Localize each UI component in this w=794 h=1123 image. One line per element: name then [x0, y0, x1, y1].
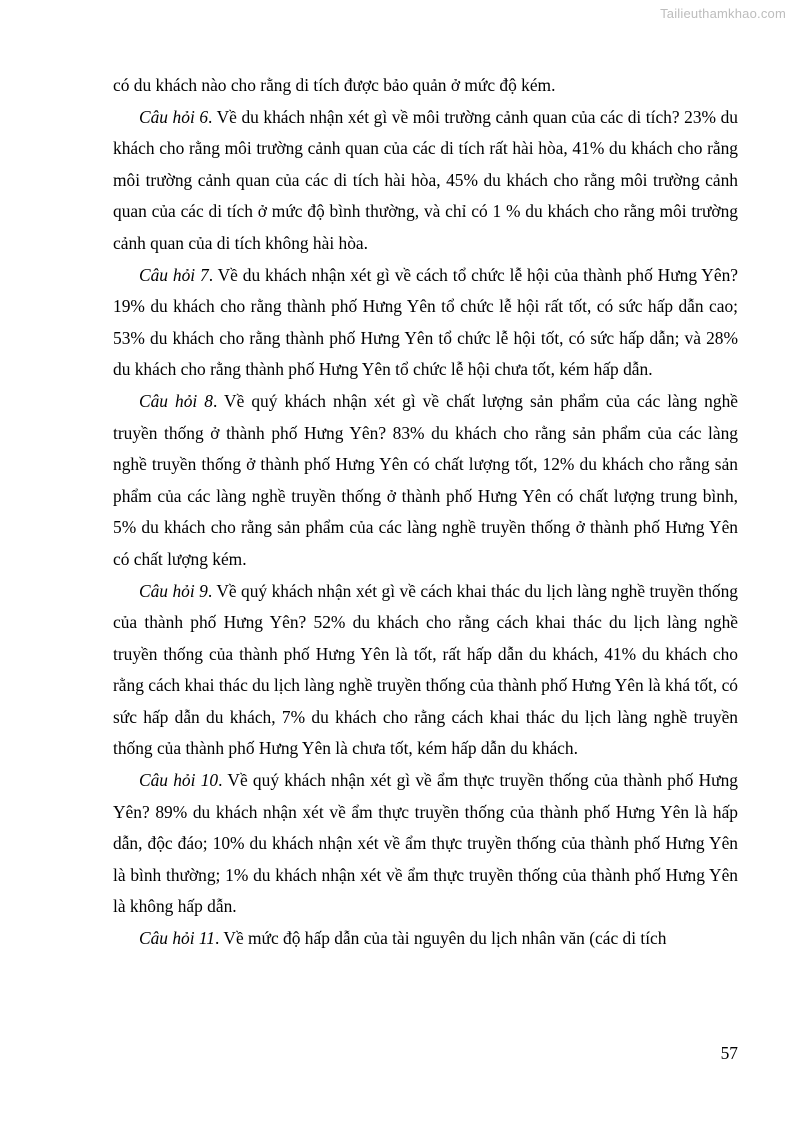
- paragraph-text: có du khách nào cho rằng di tích được bảo quản ở mức độ kém.: [113, 75, 556, 95]
- question-label: Câu hỏi 10: [139, 770, 219, 791]
- watermark-text: Tailieuthamkhao.com: [660, 6, 786, 21]
- question-label: Câu hỏi 8: [139, 390, 213, 411]
- paragraph-question-10: [113, 765, 738, 923]
- paragraph-text: . Về quý khách nhận xét gì về ẩm thực truyền thống của thành phố Hưng Yên? 89% du khách nhận xét về ẩm thực truyền thống của thành phố Hưng Yên là hấp dẫn, độc đáo; 10% du khách nhận xét về ẩm thực truyền thống của thành phố Hưng Yên là bình thường; 1% du khách nhận xét về ẩm thực truyền thống của thành phố Hưng Yên là không hấp dẫn.: [113, 770, 738, 917]
- paragraph-text: . Về mức độ hấp dẫn của tài nguyên du lịch nhân văn (các di tích: [215, 928, 667, 949]
- paragraph-question-9: [113, 576, 738, 766]
- paragraph-text: . Về du khách nhận xét gì về môi trường cảnh quan của các di tích? 23% du khách cho rằng môi trường cảnh quan của các di tích rất hài hòa, 41% du khách cho rằng môi trường cảnh quan của các di tích hài hòa, 45% du khách cho rằng môi trường cảnh quan của các di tích ở mức độ bình thường, và chỉ có 1 % du khách cho rằng môi trường cảnh quan của di tích không hài hòa.: [113, 106, 738, 253]
- document-body: [113, 70, 738, 955]
- paragraph-text: . Về quý khách nhận xét gì về cách khai thác du lịch làng nghề truyền thống của thành phố Hưng Yên? 52% du khách cho rằng cách khai thác du lịch làng nghề truyền thống của thành phố Hưng Yên là tốt, rất hấp dẫn du khách, 41% du khách cho rằng cách khai thác du lịch làng nghề truyền thống của thành phố Hưng Yên là khá tốt, có sức hấp dẫn du khách, 7% du khách cho rằng cách khai thác du lịch làng nghề truyền thống của thành phố Hưng Yên là chưa tốt, kém hấp dẫn du khách.: [113, 580, 738, 759]
- paragraph-question-8: [113, 386, 738, 576]
- page-number: 57: [720, 1043, 738, 1063]
- paragraph-continuation: [113, 70, 738, 102]
- paragraph-question-6: [113, 102, 738, 260]
- paragraph-text: . Về du khách nhận xét gì về cách tổ chức lễ hội của thành phố Hưng Yên? 19% du khách cho rằng thành phố Hưng Yên tổ chức lễ hội rất tốt, có sức hấp dẫn cao; 53% du khách cho rằng thành phố Hưng Yên tổ chức lễ hội tốt, có sức hấp dẫn; và 28% du khách cho rằng thành phố Hưng Yên tổ chức lễ hội chưa tốt, kém hấp dẫn.: [113, 264, 738, 380]
- paragraph-question-11: [113, 923, 738, 955]
- question-label: Câu hỏi 11: [139, 928, 216, 949]
- question-label: Câu hỏi 7: [139, 264, 209, 285]
- question-label: Câu hỏi 9: [139, 580, 208, 601]
- paragraph-question-7: [113, 260, 738, 386]
- question-label: Câu hỏi 6: [139, 106, 209, 127]
- paragraph-text: . Về quý khách nhận xét gì về chất lượng sản phẩm của các làng nghề truyền thống ở thành phố Hưng Yên? 83% du khách cho rằng sản phẩm của các làng nghề truyền thống ở thành phố Hưng Yên có chất lượng tốt, 12% du khách cho rằng sản phẩm của các làng nghề truyền thống ở thành phố Hưng Yên có chất lượng trung bình, 5% du khách cho rằng sản phẩm của các làng nghề truyền thống ở thành phố Hưng Yên có chất lượng kém.: [113, 390, 738, 569]
